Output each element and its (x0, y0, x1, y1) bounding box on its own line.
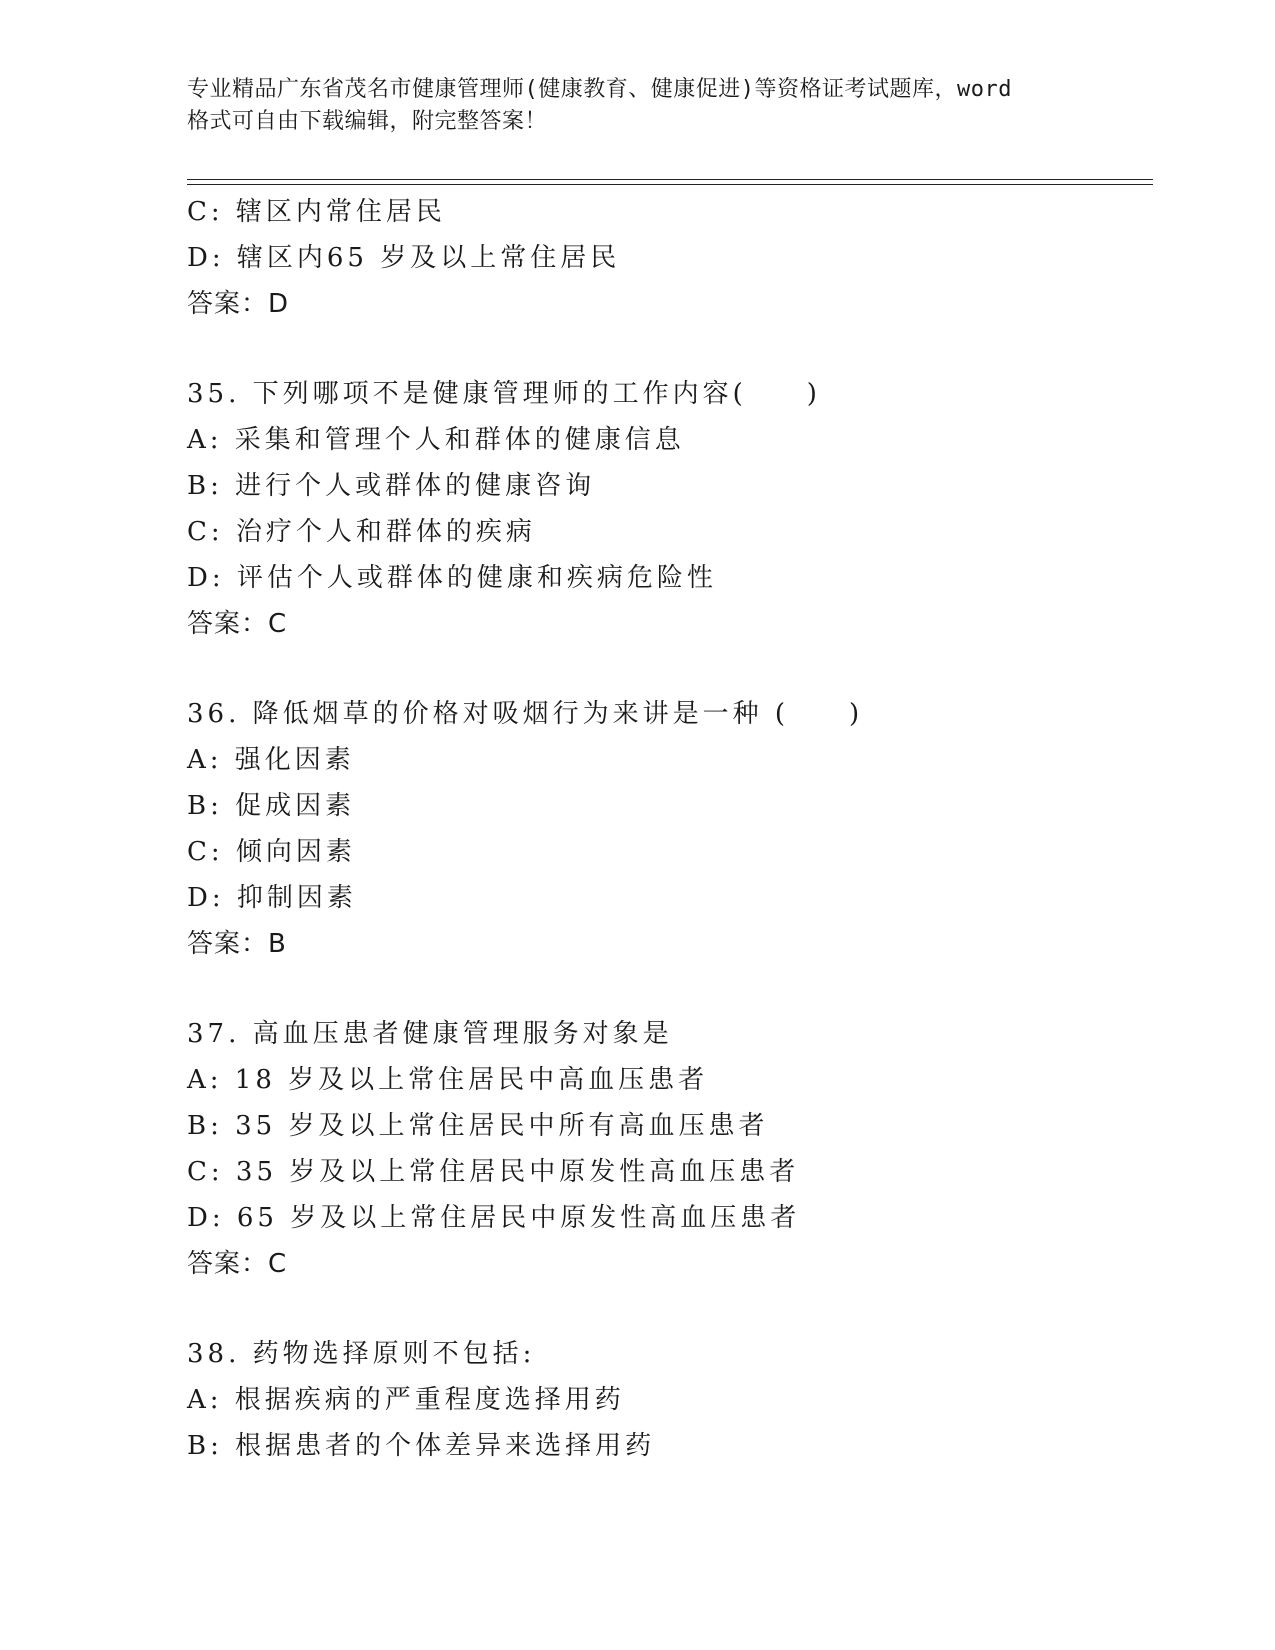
question-stem: 35. 下列哪项不是健康管理师的工作内容( ) (187, 379, 821, 409)
option-c: C: 倾向因素 (187, 837, 356, 867)
spacer (187, 1287, 1147, 1331)
question-block-37 (187, 1011, 1147, 1287)
answer-line: 答案：B (187, 929, 287, 959)
option-b: B: 35 岁及以上常住居民中所有高血压患者 (187, 1111, 769, 1141)
header-line-1: 专业精品广东省茂名市健康管理师(健康教育、健康促进)等资格证考试题库，word (187, 77, 1012, 102)
option-b: B: 进行个人或群体的健康咨询 (187, 471, 596, 501)
question-block-prev (187, 189, 1147, 327)
answer-line: 答案：C (187, 1249, 288, 1279)
spacer (187, 327, 1147, 371)
header-divider-top (187, 179, 1153, 180)
spacer (187, 647, 1147, 691)
option-a: A: 根据疾病的严重程度选择用药 (187, 1385, 625, 1415)
option-a: A: 采集和管理个人和群体的健康信息 (187, 425, 685, 455)
question-block-35 (187, 371, 1147, 647)
option-c: C: 治疗个人和群体的疾病 (187, 517, 536, 547)
option-d: D: 辖区内65 岁及以上常住居民 (187, 243, 621, 273)
header-line-2: 格式可自由下载编辑，附完整答案！ (187, 109, 548, 134)
option-d: D: 评估个人或群体的健康和疾病危险性 (187, 563, 717, 593)
answer-line: 答案：D (187, 289, 290, 319)
option-d: D: 抑制因素 (187, 883, 357, 913)
header-divider-bottom (187, 184, 1153, 185)
option-a: A: 18 岁及以上常住居民中高血压患者 (187, 1065, 709, 1095)
question-block-36 (187, 691, 1147, 967)
question-list (187, 189, 1147, 1469)
option-a: A: 强化因素 (187, 745, 355, 775)
answer-line: 答案：C (187, 609, 288, 639)
question-stem: 38. 药物选择原则不包括: (187, 1339, 536, 1369)
question-stem: 37. 高血压患者健康管理服务对象是 (187, 1019, 673, 1049)
question-stem: 36. 降低烟草的价格对吸烟行为来讲是一种 ( ) (187, 699, 864, 729)
option-b: B: 促成因素 (187, 791, 356, 821)
document-header (187, 74, 1087, 138)
option-c: C: 35 岁及以上常住居民中原发性高血压患者 (187, 1157, 800, 1187)
option-b: B: 根据患者的个体差异来选择用药 (187, 1431, 656, 1461)
option-c: C: 辖区内常住居民 (187, 197, 446, 227)
option-d: D: 65 岁及以上常住居民中原发性高血压患者 (187, 1203, 801, 1233)
question-block-38 (187, 1331, 1147, 1469)
spacer (187, 967, 1147, 1011)
